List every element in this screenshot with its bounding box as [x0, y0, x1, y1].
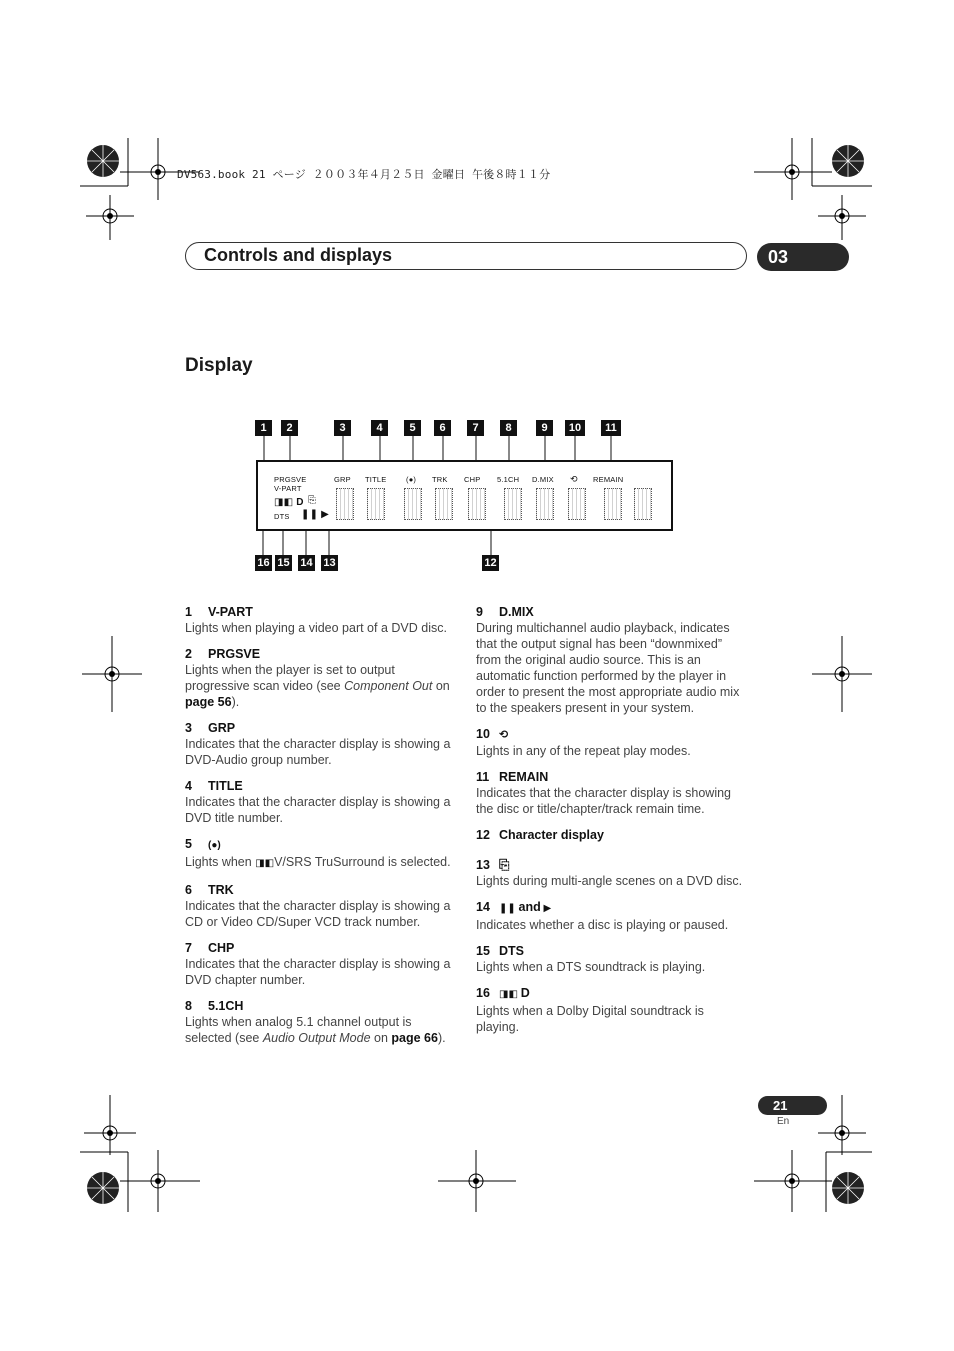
description-column-left [185, 604, 455, 1056]
dolby-digital-icon: ◨◧ D [274, 497, 304, 508]
callout-12: 12 [482, 555, 499, 571]
page-header-title: Controls and displays [204, 245, 393, 265]
character-segment [536, 488, 554, 520]
lcd-panel [256, 460, 673, 531]
print-info: DV563.book 21 ページ ２００３年４月２５日 金曜日 午後８時１１分 [177, 168, 551, 181]
lcd-label-vpart: V-PART [274, 484, 302, 493]
callout-2: 2 [281, 420, 298, 436]
lcd-label-title: TITLE [365, 475, 387, 484]
callout-7: 7 [467, 420, 484, 436]
pause-icon: ❚❚ [499, 903, 519, 914]
character-segment [604, 488, 622, 520]
lcd-label-dts: DTS [274, 512, 290, 521]
list-item: 15 DTS Lights when a DTS soundtrack is playing. [476, 944, 706, 974]
callout-9: 9 [536, 420, 553, 436]
trusurround-icon: (●) [406, 475, 417, 484]
list-item: 9 D.MIX During multichannel audio playback, indicates that the output signal has been “downmixed” from the original audio source. This is an automatic function performed by the player in order to present the most appropriate audio mix to the speakers present in your system. [476, 605, 740, 715]
list-item: 12 Character display [476, 828, 604, 842]
dolby-icon: ◨◧ [255, 858, 275, 869]
language-code: En [777, 1116, 790, 1127]
lcd-label-dmix: D.MIX [532, 475, 554, 484]
lcd-label-prgsve: PRGSVE [274, 475, 307, 484]
list-item: 16 ◨◧ D Lights when a Dolby Digital soundtrack is playing. [476, 986, 704, 1034]
character-segment [504, 488, 522, 520]
list-item: 5 (●) Lights when ◨◧V/SRS TruSurround is selected. [185, 837, 451, 869]
callout-6: 6 [434, 420, 451, 436]
character-segment [336, 488, 354, 520]
callout-3: 3 [334, 420, 351, 436]
list-item: 14 ❚❚ and ▶ Indicates whether a disc is playing or paused. [476, 900, 729, 932]
angle-camera-icon: ⎘ [308, 495, 317, 506]
pause-play-icon: ❚❚ ▶ [301, 509, 330, 520]
list-item: 11 REMAIN Indicates that the character display is showing the disc or title/chapter/track remain time. [476, 770, 731, 816]
callout-15: 15 [275, 555, 292, 571]
list-item: 13 ⎘ Lights during multi-angle scenes on a DVD disc. [476, 857, 743, 888]
repeat-icon: ⟲ [499, 729, 509, 741]
list-item: 4 TITLE Indicates that the character display is showing a DVD title number. [185, 779, 451, 825]
section-title: Display [185, 355, 253, 376]
play-icon: ▶ [540, 903, 552, 914]
repeat-icon: ⟲ [570, 474, 578, 484]
trusurround-icon: (●) [208, 840, 221, 851]
list-item: 7 CHP Indicates that the character display is showing a DVD chapter number. [185, 941, 451, 987]
list-item: 6 TRK Indicates that the character display is showing a CD or Video CD/Super VCD track number. [185, 883, 451, 929]
callout-1: 1 [255, 420, 272, 436]
character-segment [404, 488, 422, 520]
callout-10: 10 [565, 420, 585, 436]
list-item: 3 GRP Indicates that the character display is showing a DVD-Audio group number. [185, 721, 451, 767]
callout-5: 5 [404, 420, 421, 436]
callout-13: 13 [321, 555, 338, 571]
lcd-label-grp: GRP [334, 475, 351, 484]
chapter-number: 03 [757, 243, 849, 271]
dolby-icon: ◨◧ [499, 989, 521, 1000]
character-segment [367, 488, 385, 520]
lcd-label-chp: CHP [464, 475, 481, 484]
callout-4: 4 [371, 420, 388, 436]
list-item: 10 ⟲ Lights in any of the repeat play modes. [476, 727, 691, 758]
character-segment [468, 488, 486, 520]
list-item: 8 5.1CH Lights when analog 5.1 channel output is selected (see Audio Output Mode on page 66). [185, 999, 446, 1045]
angle-camera-icon: ⎘ [499, 857, 510, 872]
description-column-right [476, 604, 746, 1045]
callout-14: 14 [298, 555, 315, 571]
lcd-label-5-1ch: 5.1CH [497, 475, 520, 484]
callout-11: 11 [601, 420, 621, 436]
character-segment [568, 488, 586, 520]
callout-8: 8 [500, 420, 517, 436]
character-segment [435, 488, 453, 520]
callout-16: 16 [255, 555, 272, 571]
list-item: 1 V-PART Lights when playing a video part of a DVD disc. [185, 605, 447, 635]
lcd-label-remain: REMAIN [593, 475, 624, 484]
lcd-label-trk: TRK [432, 475, 448, 484]
character-segment [634, 488, 652, 520]
list-item: 2 PRGSVE Lights when the player is set to output progressive scan video (see Component Out on page 56). [185, 647, 450, 709]
page-number: 21 [758, 1096, 827, 1115]
